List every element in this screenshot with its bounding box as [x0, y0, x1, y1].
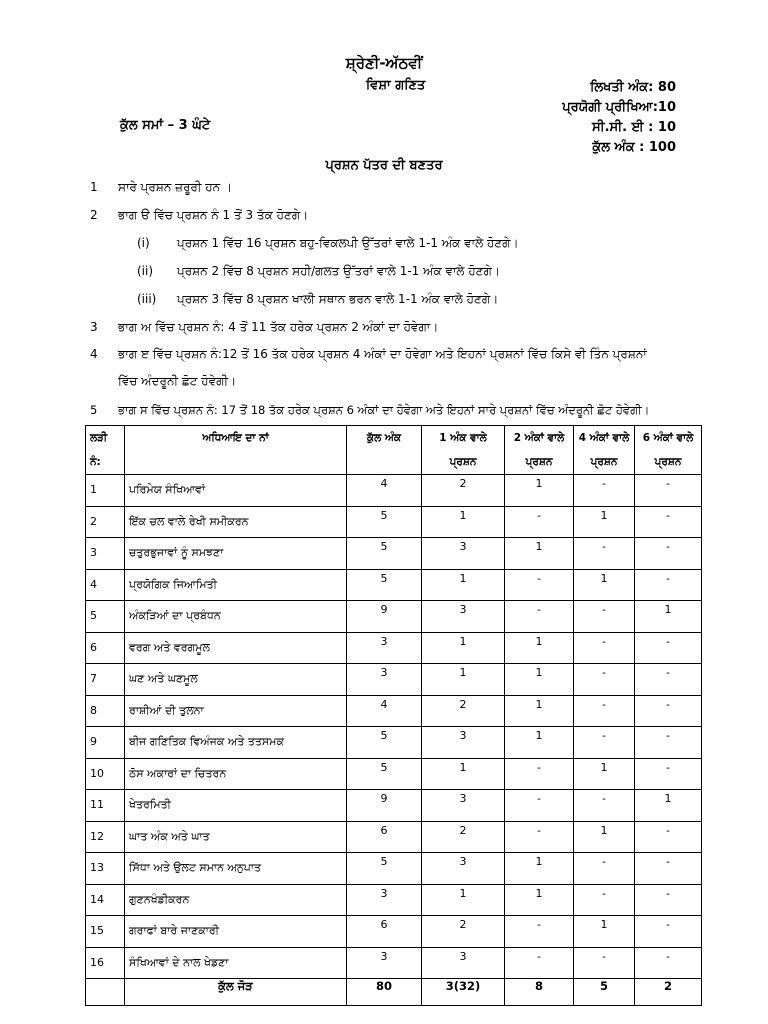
class-title: ਸ਼੍ਰੇਣੀ-ਅੱਠਵੀਂ [345, 54, 423, 72]
table-row [86, 727, 702, 759]
cell-chapter-name: ਪ੍ਰਯੋਗਿਕ ਜਿਆਮਿਤੀ [125, 569, 347, 601]
instruction-4-continued [118, 374, 236, 389]
marks-summary [548, 78, 676, 158]
cell-four-mark: - [574, 632, 635, 664]
instruction-5 [90, 403, 649, 418]
cell-total-marks: 4 [347, 695, 422, 727]
cell-four-mark: - [574, 727, 635, 759]
cell-four-mark: - [574, 475, 635, 507]
table-row [86, 506, 702, 538]
cell-chapter-name: ਗਰਾਫਾਂ ਬਾਰੇ ਜਾਣਕਾਰੀ [125, 916, 347, 948]
total-row-blank [86, 979, 125, 1006]
cell-serial-number: 7 [86, 664, 125, 696]
table-row [86, 947, 702, 979]
table-row [86, 821, 702, 853]
cell-two-mark: 1 [505, 695, 574, 727]
cce-marks: ਸੀ.ਸੀ. ਈ : 10 [592, 120, 676, 135]
cell-one-mark: 3 [422, 727, 505, 759]
instruction-number: (iii) [137, 292, 157, 306]
cell-serial-number: 13 [86, 853, 125, 885]
table-total-row [86, 979, 702, 1006]
cell-six-mark: - [635, 475, 702, 507]
table-row [86, 475, 702, 507]
cell-total-marks: 3 [347, 664, 422, 696]
structure-heading: ਪ੍ਰਸ਼ਨ ਪੱਤਰ ਦੀ ਬਣਤਰ [325, 158, 443, 173]
cell-chapter-name: ਰਾਸ਼ੀਆਂ ਦੀ ਤੁਲਨਾ [125, 695, 347, 727]
instruction-text: ਸਾਰੇ ਪ੍ਰਸ਼ਨ ਜ਼ਰੂਰੀ ਹਨ । [118, 180, 233, 194]
cell-two-mark: - [505, 506, 574, 538]
cell-serial-number: 4 [86, 569, 125, 601]
cell-serial-number: 12 [86, 821, 125, 853]
cell-two-mark: - [505, 916, 574, 948]
instruction-number: 3 [90, 320, 98, 334]
instruction-text: ਭਾਗ ੲ ਵਿੱਚ ਪ੍ਰਸ਼ਨ ਨੰ:12 ਤੋਂ 16 ਤੱਕ ਹਰੇਕ ਪ੍ਰਸ਼ਨ 4 ਅੰਕਾਂ ਦਾ ਹੋਵੇਗਾ ਅਤੇ ਇਹਨਾਂ ਪ੍ਰਸ਼ਨਾਂ ਵਿੱਚ ਕਿਸੇ ਵੀ ਤਿੰਨ ਪ੍ਰਸ਼ਨਾਂ [118, 347, 647, 361]
header-six-mark-questions: 6 ਅੰਕਾਂ ਵਾਲੇ ਪ੍ਰਸ਼ਨ [635, 426, 702, 475]
cell-four-mark: - [574, 601, 635, 633]
cell-total-marks: 5 [347, 569, 422, 601]
total-row-label: ਕੁੱਲ ਜੋੜ [125, 979, 347, 1006]
cell-total-marks: 6 [347, 821, 422, 853]
cell-chapter-name: ਘਾਤ ਅੰਕ ਅਤੇ ਘਾਤ [125, 821, 347, 853]
cell-total-marks: 3 [347, 632, 422, 664]
cell-serial-number: 9 [86, 727, 125, 759]
total-time: ਕੁੱਲ ਸਮਾਂ – 3 ਘੰਟੇ [120, 118, 211, 133]
cell-chapter-name: ਠੋਸ ਅਕਾਰਾਂ ਦਾ ਚਿਤਰਨ [125, 758, 347, 790]
cell-six-mark: - [635, 758, 702, 790]
cell-chapter-name: ਇੱਕ ਚਲ ਵਾਲੇ ਰੇਖੀ ਸਮੀਕਰਨ [125, 506, 347, 538]
cell-four-mark: - [574, 947, 635, 979]
instruction-text: ਪ੍ਰਸ਼ਨ 2 ਵਿੱਚ 8 ਪ੍ਰਸ਼ਨ ਸਹੀ/ਗਲਤ ਉੱਤਰਾਂ ਵਾਲੇ 1-1 ਅੰਕ ਵਾਲੇ ਹੋਣਗੇ। [177, 264, 500, 278]
instruction-number: (ii) [137, 264, 154, 278]
cell-six-mark: - [635, 821, 702, 853]
cell-two-mark: 1 [505, 475, 574, 507]
table-row [86, 916, 702, 948]
instruction-text: ਪ੍ਰਸ਼ਨ 1 ਵਿੱਚ 16 ਪ੍ਰਸ਼ਨ ਬਹੁ-ਵਿਕਲਪੀ ਉੱਤਰਾਂ ਵਾਲੇ 1-1 ਅੰਕ ਵਾਲੇ ਹੋਣਗੇ। [177, 236, 519, 250]
header-four-mark-questions: 4 ਅੰਕਾਂ ਵਾਲੇ ਪ੍ਰਸ਼ਨ [574, 426, 635, 475]
cell-two-mark: 1 [505, 884, 574, 916]
cell-total-marks: 4 [347, 475, 422, 507]
cell-total-marks: 3 [347, 947, 422, 979]
cell-two-mark: 1 [505, 664, 574, 696]
cell-total-marks: 5 [347, 758, 422, 790]
cell-chapter-name: ਵਰਗ ਅਤੇ ਵਰਗਮੂਲ [125, 632, 347, 664]
cell-six-mark: 1 [635, 790, 702, 822]
subject-label: ਵਿਸ਼ਾ ਗਣਿਤ [366, 78, 426, 93]
cell-two-mark: - [505, 601, 574, 633]
table-row [86, 664, 702, 696]
cell-one-mark: 3 [422, 790, 505, 822]
table-row [86, 853, 702, 885]
cell-serial-number: 16 [86, 947, 125, 979]
instruction-2-i [137, 236, 519, 251]
cell-total-marks: 9 [347, 790, 422, 822]
cell-two-mark: 1 [505, 632, 574, 664]
cell-chapter-name: ਗੁਣਨਖੰਡੀਕਰਨ [125, 884, 347, 916]
cell-serial-number: 15 [86, 916, 125, 948]
cell-two-mark: - [505, 790, 574, 822]
cell-chapter-name: ਪਰਿਮੇਯ ਸੰਖਿਆਵਾਂ [125, 475, 347, 507]
cell-serial-number: 14 [86, 884, 125, 916]
cell-one-mark: 1 [422, 632, 505, 664]
header-two-mark-questions: 2 ਅੰਕਾਂ ਵਾਲੇ ਪ੍ਰਸ਼ਨ [505, 426, 574, 475]
total-row-four: 5 [574, 979, 635, 1006]
cell-four-mark: - [574, 884, 635, 916]
total-row-six: 2 [635, 979, 702, 1006]
instruction-number: 2 [90, 208, 98, 222]
header-serial-number: ਲੜੀ ਨੰ: [86, 426, 125, 475]
header-one-mark-questions: 1 ਅੰਕ ਵਾਲੇ ਪ੍ਰਸ਼ਨ [422, 426, 505, 475]
cell-chapter-name: ਅੰਕੜਿਆਂ ਦਾ ਪ੍ਰਬੰਧਨ [125, 601, 347, 633]
header-total-marks: ਕੁੱਲ ਅੰਕ [347, 426, 422, 475]
cell-total-marks: 5 [347, 538, 422, 570]
cell-six-mark: - [635, 538, 702, 570]
cell-six-mark: - [635, 664, 702, 696]
cell-chapter-name: ਸੰਖਿਆਵਾਂ ਦੇ ਨਾਲ ਖੇਡਣਾ [125, 947, 347, 979]
cell-four-mark: - [574, 853, 635, 885]
cell-two-mark: 1 [505, 727, 574, 759]
instruction-text: ਭਾਗ ੳ ਵਿੱਚ ਪ੍ਰਸ਼ਨ ਨੰ 1 ਤੋਂ 3 ਤੱਕ ਹੋਣਗੇ। [118, 208, 309, 222]
cell-total-marks: 6 [347, 916, 422, 948]
cell-six-mark: - [635, 632, 702, 664]
cell-four-mark: 1 [574, 916, 635, 948]
cell-total-marks: 5 [347, 853, 422, 885]
cell-two-mark: 1 [505, 538, 574, 570]
cell-four-mark: 1 [574, 569, 635, 601]
cell-one-mark: 3 [422, 538, 505, 570]
cell-one-mark: 1 [422, 758, 505, 790]
cell-one-mark: 1 [422, 506, 505, 538]
cell-one-mark: 3 [422, 947, 505, 979]
written-marks: ਲਿਖਤੀ ਅੰਕ: 80 [590, 80, 676, 95]
cell-six-mark: - [635, 947, 702, 979]
instruction-text: ਪ੍ਰਸ਼ਨ 3 ਵਿੱਚ 8 ਪ੍ਰਸ਼ਨ ਖਾਲੀ ਸਥਾਨ ਭਰਨ ਵਾਲੇ 1-1 ਅੰਕ ਵਾਲੇ ਹੋਣਗੇ। [177, 292, 499, 306]
instruction-number: 5 [90, 403, 98, 417]
cell-two-mark: - [505, 569, 574, 601]
instruction-text: ਭਾਗ ਅ ਵਿੱਚ ਪ੍ਰਸ਼ਨ ਨੰ: 4 ਤੋਂ 11 ਤੱਕ ਹਰੇਕ ਪ੍ਰਸ਼ਨ 2 ਅੰਕਾਂ ਦਾ ਹੋਵੇਗਾ। [118, 320, 439, 334]
table-row [86, 601, 702, 633]
cell-serial-number: 2 [86, 506, 125, 538]
cell-one-mark: 2 [422, 695, 505, 727]
table-row [86, 884, 702, 916]
cell-chapter-name: ਬੀਜ ਗਣਿਤਿਕ ਵਿਅੰਜਕ ਅਤੇ ਤਤਸਮਕ [125, 727, 347, 759]
table-row [86, 790, 702, 822]
cell-total-marks: 9 [347, 601, 422, 633]
marks-distribution-table [85, 425, 701, 1006]
cell-four-mark: - [574, 664, 635, 696]
cell-two-mark: - [505, 947, 574, 979]
instruction-2 [90, 208, 308, 223]
cell-four-mark: 1 [574, 758, 635, 790]
cell-serial-number: 1 [86, 475, 125, 507]
cell-total-marks: 5 [347, 506, 422, 538]
cell-serial-number: 5 [86, 601, 125, 633]
instruction-number: 1 [90, 180, 98, 194]
header-chapter-name: ਅਧਿਆਇ ਦਾ ਨਾਂ [125, 426, 347, 475]
cell-six-mark: - [635, 853, 702, 885]
practical-marks: ਪ੍ਰਯੋਗੀ ਪ੍ਰੀਖਿਆ:10 [562, 100, 676, 115]
cell-one-mark: 1 [422, 569, 505, 601]
table-row [86, 538, 702, 570]
cell-four-mark: 1 [574, 506, 635, 538]
cell-six-mark: - [635, 916, 702, 948]
cell-six-mark: 1 [635, 601, 702, 633]
cell-four-mark: - [574, 790, 635, 822]
instruction-number: (i) [137, 236, 150, 250]
cell-one-mark: 1 [422, 664, 505, 696]
cell-chapter-name: ਸਿੱਧਾ ਅਤੇ ਉਲਟ ਸਮਾਨ ਅਨੁਪਾਤ [125, 853, 347, 885]
table-row [86, 758, 702, 790]
table-header-row [86, 426, 702, 475]
instruction-2-ii [137, 264, 500, 279]
cell-serial-number: 3 [86, 538, 125, 570]
cell-one-mark: 3 [422, 853, 505, 885]
cell-serial-number: 11 [86, 790, 125, 822]
instruction-4 [90, 347, 710, 362]
cell-total-marks: 3 [347, 884, 422, 916]
cell-two-mark: - [505, 821, 574, 853]
cell-four-mark: - [574, 695, 635, 727]
cell-one-mark: 3 [422, 601, 505, 633]
table-row [86, 632, 702, 664]
instruction-3 [90, 320, 438, 335]
cell-two-mark: 1 [505, 853, 574, 885]
cell-six-mark: - [635, 569, 702, 601]
cell-chapter-name: ਖੇਤਰਮਿਤੀ [125, 790, 347, 822]
cell-one-mark: 2 [422, 916, 505, 948]
cell-two-mark: - [505, 758, 574, 790]
cell-four-mark: 1 [574, 821, 635, 853]
instruction-text: ਭਾਗ ਸ ਵਿੱਚ ਪ੍ਰਸ਼ਨ ਨੰ: 17 ਤੋਂ 18 ਤੱਕ ਹਰੇਕ ਪ੍ਰਸ਼ਨ 6 ਅੰਕਾਂ ਦਾ ਹੋਵੇਗਾ ਅਤੇ ਇਹਨਾਂ ਸਾਰੇ ਪ੍ਰਸ਼ਨਾਂ ਵਿੱਚ ਅੰਦਰੂਨੀ ਛੋਟ ਹੋਵੇਗੀ। [118, 403, 650, 417]
total-row-two: 8 [505, 979, 574, 1006]
instruction-1 [90, 180, 232, 195]
table-row [86, 695, 702, 727]
cell-serial-number: 8 [86, 695, 125, 727]
total-row-one: 3(32) [422, 979, 505, 1006]
instruction-number: 4 [90, 347, 98, 361]
total-row-marks: 80 [347, 979, 422, 1006]
cell-serial-number: 6 [86, 632, 125, 664]
cell-one-mark: 2 [422, 475, 505, 507]
total-marks: ਕੁੱਲ ਅੰਕ : 100 [592, 140, 676, 155]
instruction-2-iii [137, 292, 498, 307]
cell-six-mark: - [635, 727, 702, 759]
cell-chapter-name: ਚਤੁਰਭੁਜਾਵਾਂ ਨੂੰ ਸਮਝਣਾ [125, 538, 347, 570]
cell-one-mark: 2 [422, 821, 505, 853]
cell-chapter-name: ਘਣ ਅਤੇ ਘਣਮੂਲ [125, 664, 347, 696]
cell-four-mark: - [574, 538, 635, 570]
table-row [86, 569, 702, 601]
cell-serial-number: 10 [86, 758, 125, 790]
cell-total-marks: 5 [347, 727, 422, 759]
cell-six-mark: - [635, 884, 702, 916]
cell-one-mark: 1 [422, 884, 505, 916]
cell-six-mark: - [635, 695, 702, 727]
cell-six-mark: - [635, 506, 702, 538]
instruction-text: ਵਿੱਚ ਅੰਦਰੂਨੀ ਛੋਟ ਹੋਵੇਗੀ। [118, 374, 237, 388]
